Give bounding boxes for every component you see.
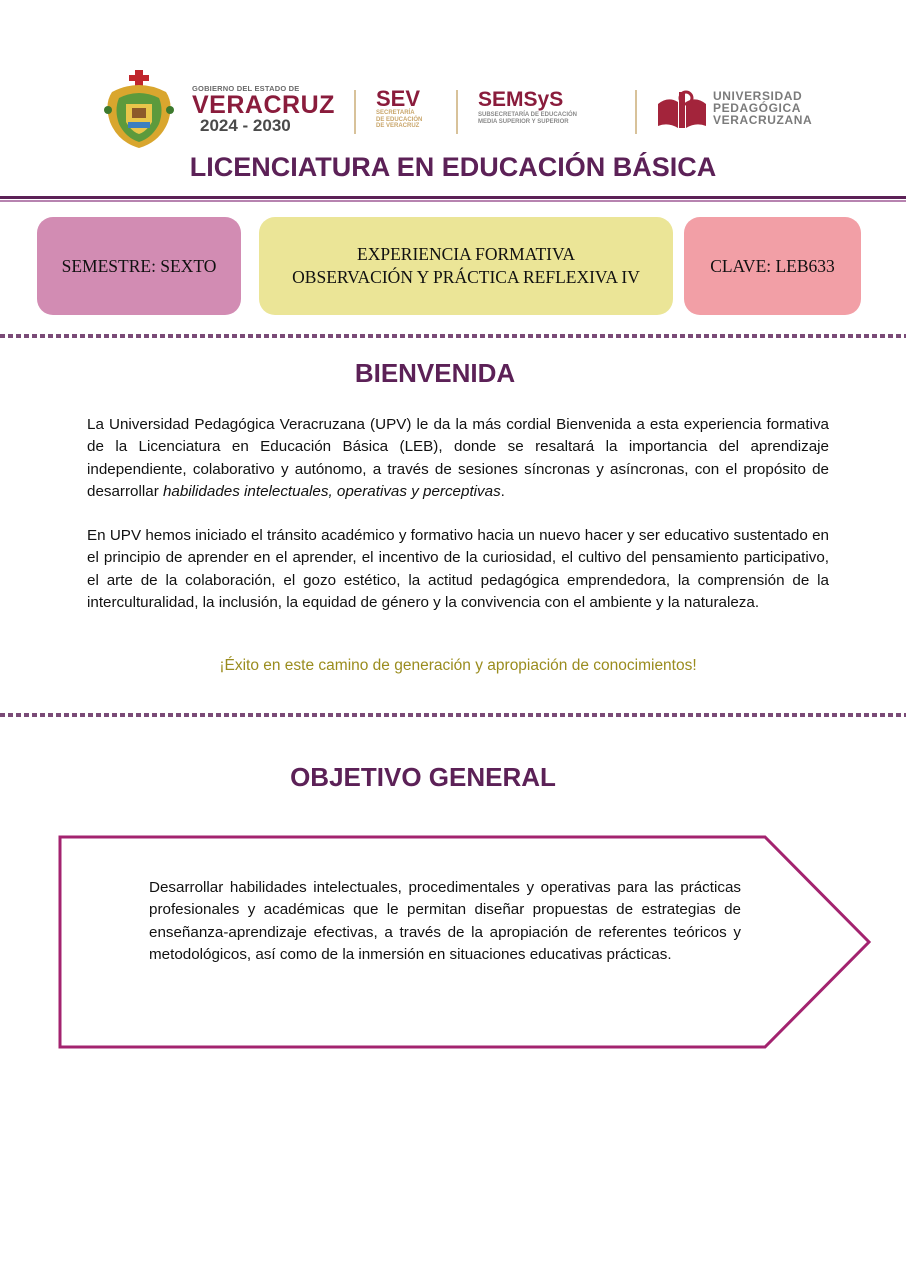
semsys-acronym: SEMSyS <box>478 88 564 111</box>
title-divider <box>0 196 906 199</box>
semester-box <box>37 217 241 315</box>
dotted-divider <box>0 713 906 717</box>
sev-line: DE EDUCACIÓN <box>376 116 423 123</box>
upv-book-emblem-icon <box>656 90 708 130</box>
sev-line: DE VERACRUZ <box>376 123 420 129</box>
course-key-label: CLAVE: LEB633 <box>710 255 835 276</box>
upv-logo-text <box>713 90 812 126</box>
semsys-line: SUBSECRETARÍA DE EDUCACIÓN <box>478 112 578 118</box>
gobierno-line2: VERACRUZ <box>192 91 335 119</box>
semsys-logo <box>478 88 577 126</box>
upv-line: UNIVERSIDAD <box>713 89 803 103</box>
semsys-line: MEDIA SUPERIOR Y SUPERIOR <box>478 119 569 125</box>
welcome-paragraph-1-text: La Universidad Pedagógica Veracruzana (UPV) le da la más cordial Bienvenida a esta experiencia formativa de la Licenciatura en Educación Básica (LEB), donde se resaltará la importancia del aprendizaje independiente, colaborativo y autónomo, a través de sesiones síncronas y asíncronas, con el propósito de desarrollar <box>87 416 829 501</box>
semester-label: SEMESTRE: SEXTO <box>61 255 217 276</box>
objective-text: Desarrollar habilidades intelectuales, procedimentales y operativas para las prácticas profesionales y académicas que le permitan diseñar propuestas de estrategias de enseñanza-aprendizaje efectivas, a través de la apropiación de referentes teóricos y metodológicos, así como de la inmersión en situaciones educativas prácticas. <box>149 879 741 964</box>
sev-line: SECRETARÍA <box>376 110 415 116</box>
page-title: LICENCIATURA EN EDUCACIÓN BÁSICA <box>189 152 717 182</box>
logo-separator <box>456 90 458 134</box>
upv-line: PEDAGÓGICA <box>713 101 802 115</box>
upv-line: VERACRUZANA <box>713 113 813 127</box>
welcome-paragraph-2: En UPV hemos iniciado el tránsito académico y formativo hacia un nuevo hacer y ser educativo sustentado en el principio de aprender en el aprender, el incentivo de la curiosidad, el cultivo del pensamiento participativo, el arte de la colaboración, el gozo estético, la actitud pedagógica emprendedora, la comprensión de la interculturalidad, la inclusión, la equidad de género y la convivencia con el ambiente y la naturaleza. <box>87 527 829 612</box>
experience-type: EXPERIENCIA FORMATIVA <box>357 244 575 264</box>
course-key-box <box>684 217 861 315</box>
welcome-paragraph-1-end: . <box>500 483 505 501</box>
gobierno-years: 2024 - 2030 <box>200 116 291 135</box>
welcome-paragraph-1 <box>87 414 829 504</box>
welcome-heading: BIENVENIDA <box>354 358 516 388</box>
sev-acronym: SEV <box>376 86 421 111</box>
dotted-divider <box>0 334 906 338</box>
success-message: ¡Éxito en este camino de generación y apropiación de conocimientos! <box>219 657 697 674</box>
objective-heading: OBJETIVO GENERAL <box>290 762 556 792</box>
header-logos <box>96 66 826 152</box>
gobierno-veracruz-logo <box>192 84 342 135</box>
sev-logo <box>376 88 422 130</box>
gobierno-line1: GOBIERNO DEL ESTADO DE <box>192 84 300 93</box>
experience-name: OBSERVACIÓN Y PRÁCTICA REFLEXIVA IV <box>292 267 640 287</box>
title-divider-accent <box>0 200 906 202</box>
logo-separator <box>635 90 637 134</box>
veracruz-coat-of-arms-icon <box>102 70 176 150</box>
experience-box <box>259 217 673 315</box>
logo-separator <box>354 90 356 134</box>
welcome-paragraph-1-emphasis: habilidades intelectuales, operativas y perceptivas <box>162 483 501 501</box>
